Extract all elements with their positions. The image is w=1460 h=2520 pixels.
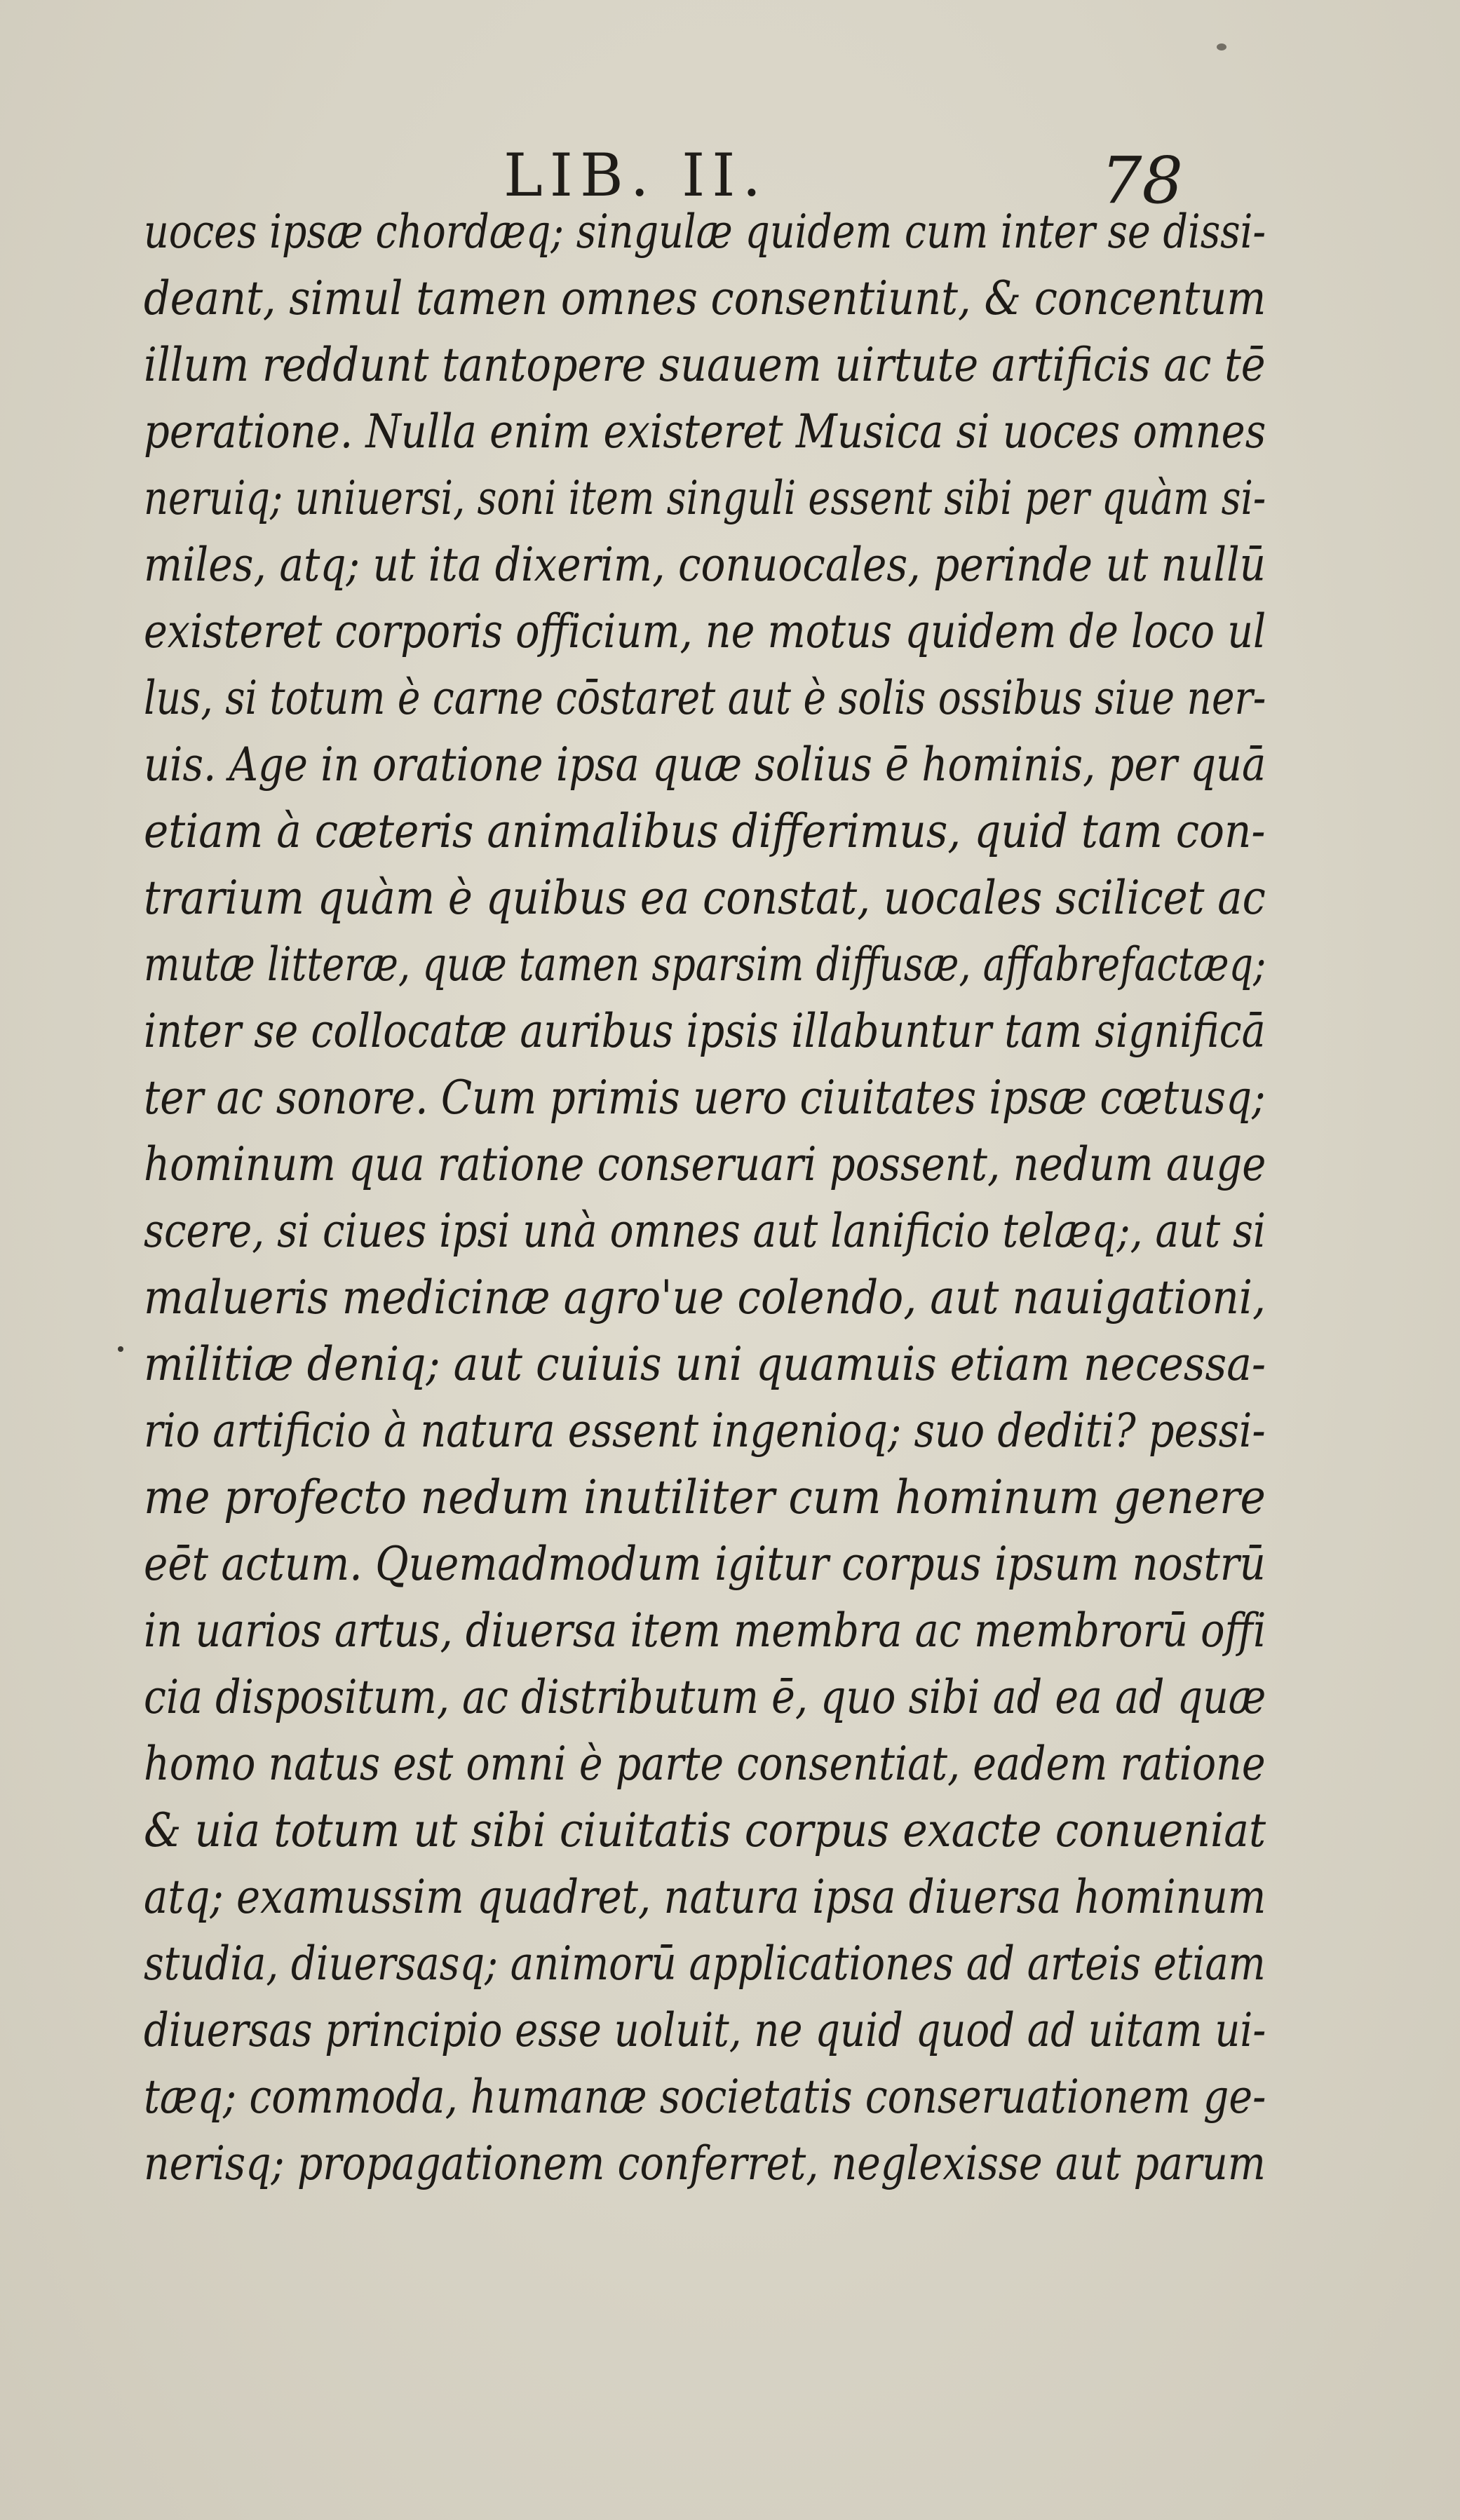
body-text (144, 200, 1269, 2205)
text-line: homo natus est omni è parte consentiat, eadem ratione (144, 1737, 1266, 1791)
text-line: nerisq; propagationem conferret, neglexisse aut parum (144, 2136, 1266, 2190)
text-line: me profecto nedum inutiliter cum hominum genere (144, 1470, 1266, 1524)
text-line: tæq; commoda, humanæ societatis conseruationem ge- (144, 2070, 1266, 2124)
text-line: neruiq; uniuersi, soni item singuli essent sibi per quàm si- (144, 471, 1266, 525)
text-line: in uarios artus, diuersa item membra ac membrorū offi (144, 1604, 1266, 1658)
text-line: illum reddunt tantopere suauem uirtute artificis ac tē (144, 338, 1266, 392)
text-line: & uia totum ut sibi ciuitatis corpus exacte conueniat (144, 1803, 1266, 1857)
text-line: uis. Age in oratione ipsa quæ solius ē hominis, per quā (144, 738, 1266, 792)
text-line: atq; examussim quadret, natura ipsa diuersa hominum (144, 1870, 1266, 1924)
text-line: scere, si ciues ipsi unà omnes aut lanificio telæq;, aut si (144, 1204, 1266, 1258)
text-line: malueris medicinæ agro'ue colendo, aut nauigationi, (144, 1271, 1266, 1325)
text-line: diuersas principio esse uoluit, ne quid quod ad uitam ui- (144, 2003, 1266, 2057)
text-line: hominum qua ratione conseruari possent, nedum auge (144, 1137, 1266, 1191)
text-line: deant, simul tamen omnes consentiunt, & concentum (144, 271, 1266, 325)
text-line: uoces ipsæ chordæq; singulæ quidem cum inter se dissi- (144, 205, 1266, 259)
text-line: ter ac sonore. Cum primis uero ciuitates ipsæ cœtusq; (144, 1071, 1266, 1125)
text-line: etiam à cæteris animalibus differimus, quid tam con- (144, 804, 1266, 858)
margin-mark (118, 1346, 123, 1352)
text-line: mutæ litteræ, quæ tamen sparsim diffusæ, affabrefactæq; (144, 937, 1266, 991)
running-head: LIB. II. (503, 141, 769, 210)
text-line: miles, atq; ut ita dixerim, conuocales, perinde ut nullū (144, 538, 1266, 592)
text-line: militiæ deniq; aut cuiuis uni quamuis etiam necessa- (144, 1337, 1266, 1391)
text-line: lus, si totum è carne cōstaret aut è solis ossibus siue ner- (144, 671, 1266, 725)
page-number: 78 (1101, 143, 1184, 218)
text-line: existeret corporis officium, ne motus quidem de loco ul (144, 604, 1266, 658)
text-line: cia dispositum, ac distributum ē, quo sibi ad ea ad quæ (144, 1670, 1266, 1724)
text-line: eēt actum. Quemadmodum igitur corpus ipsum nostrū (144, 1537, 1266, 1591)
text-line: studia, diuersasq; animorū applicationes ad arteis etiam (144, 1937, 1266, 1991)
text-line: inter se collocatæ auribus ipsis illabuntur tam significā (144, 1004, 1266, 1058)
ink-speck (1217, 43, 1226, 50)
text-line: trarium quàm è quibus ea constat, uocales scilicet ac (144, 871, 1266, 925)
text-line: peratione. Nulla enim existeret Musica si uoces omnes (144, 405, 1266, 459)
text-line: rio artificio à natura essent ingenioq; suo dediti? pessi- (144, 1404, 1266, 1458)
